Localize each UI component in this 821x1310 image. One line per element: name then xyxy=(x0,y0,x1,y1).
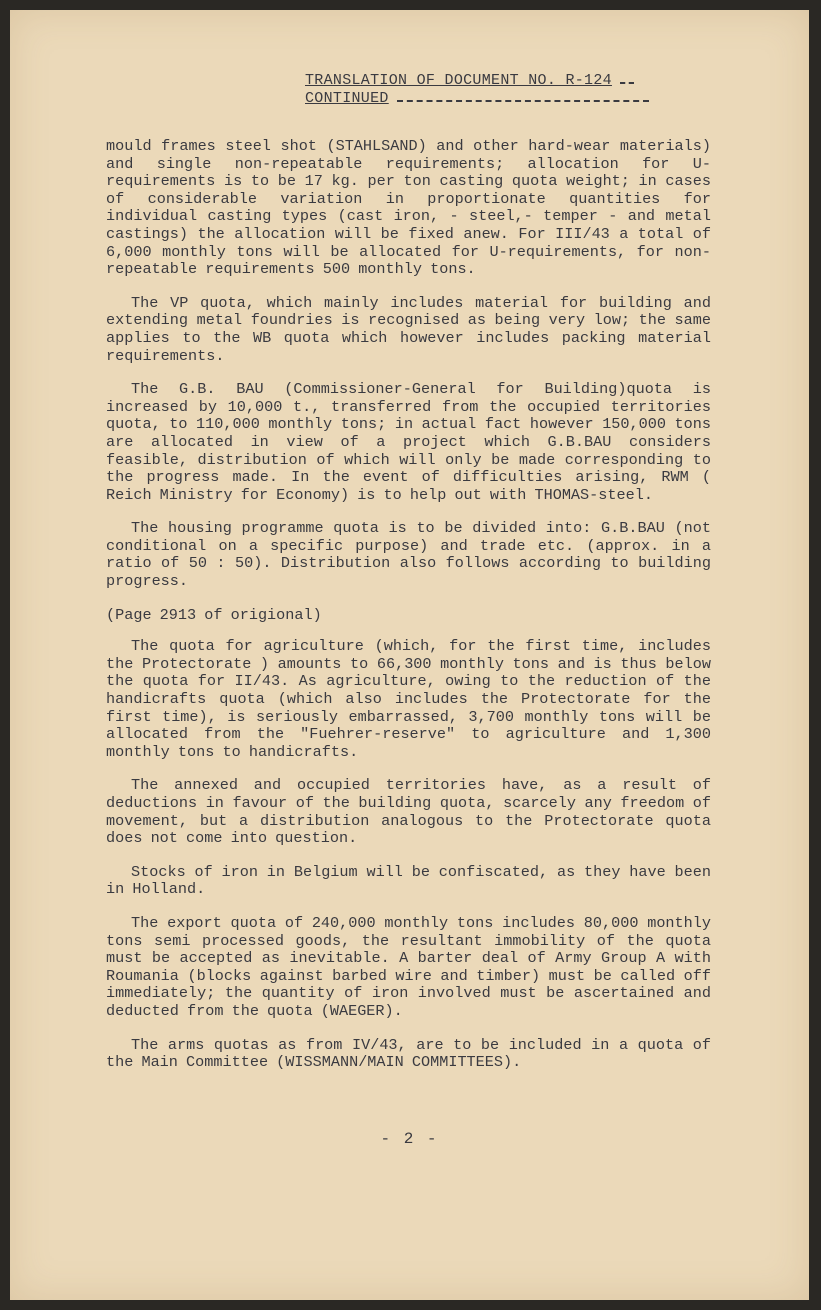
document-header xyxy=(305,72,649,108)
paragraph-vp-quota: The VP quota, which mainly includes material for building and extending metal foundries is recognised as being very low; the same applies to the WB quota which however includes packing material requirements. xyxy=(106,293,711,365)
paragraph-agriculture-quota: The quota for agriculture (which, for the first time, includes the Protectorate ) amounts to 66,300 monthly tons and is thus below the quota for II/43. As agriculture, owing to the reduction of the handicrafts quota (which also includes the Protectorate for the first time), is seriously embarrassed, 3,700 monthly tons will be allocated from the "Fuehrer-reserve" to agriculture and 1,300 monthly tons to handicrafts. xyxy=(106,637,711,761)
header-rule xyxy=(620,81,634,84)
continued-label: CONTINUED xyxy=(305,90,389,107)
document-page xyxy=(10,10,809,1300)
document-body xyxy=(106,138,711,1088)
paragraph-gb-bau-quota: The G.B. BAU (Commissioner-General for Building)quota is increased by 10,000 t., transferred from the occupied territories quota, to 110,000 monthly tons; in actual fact however 150,000 tons are allocated in view of a project which G.B.BAU considers feasible, distribution of which will only be made corresponding to the progress made. In the event of difficulties arising, RWM ( Reich Ministry for Economy) is to help out with THOMAS-steel. xyxy=(106,380,711,504)
page-reference: (Page 2913 of origional) xyxy=(106,605,322,624)
paragraph-casting-quota: mould frames steel shot (STAHLSAND) and other hard-wear materials) and single non-repeatable requirements; allocation for U-requirements is to be 17 kg. per ton casting quota weight; in cases of considerable variation in proportionate quantities for individual casting types (cast iron, - steel,- temper - and metal castings) the allocation will be fixed anew. For III/43 a total of 6,000 monthly tons will be allocated for U-requirements, for non-repeatable requirements 500 monthly tons. xyxy=(106,137,711,279)
page-number: - 2 - xyxy=(380,1130,439,1148)
paragraph-occupied-territories: The annexed and occupied territories have, as a result of deductions in favour of the building quota, scarcely any freedom of movement, but a distribution analogous to the Protectorate quota does not come into question. xyxy=(106,776,711,848)
document-title: TRANSLATION OF DOCUMENT NO. R-124 xyxy=(305,72,612,89)
paragraph-belgium-stocks: Stocks of iron in Belgium will be confiscated, as they have been in Holland. xyxy=(106,862,711,899)
paragraph-arms-quota: The arms quotas as from IV/43, are to be included in a quota of the Main Committee (WISSMANN/MAIN COMMITTEES). xyxy=(106,1035,711,1072)
paragraph-housing-quota: The housing programme quota is to be divided into: G.B.BAU (not conditional on a specific purpose) and trade etc. (approx. in a ratio of 50 : 50). Distribution also follows according to building progress. xyxy=(106,519,711,591)
paragraph-export-quota: The export quota of 240,000 monthly tons includes 80,000 monthly tons semi processed goods, the resultant immobility of the quota must be accepted as inevitable. A barter deal of Army Group A with Roumania (blocks against barbed wire and timber) must be called off immediately; the quantity of iron involved must be ascertained and deducted from the quota (WAEGER). xyxy=(106,913,711,1020)
continued-rule xyxy=(397,99,649,102)
